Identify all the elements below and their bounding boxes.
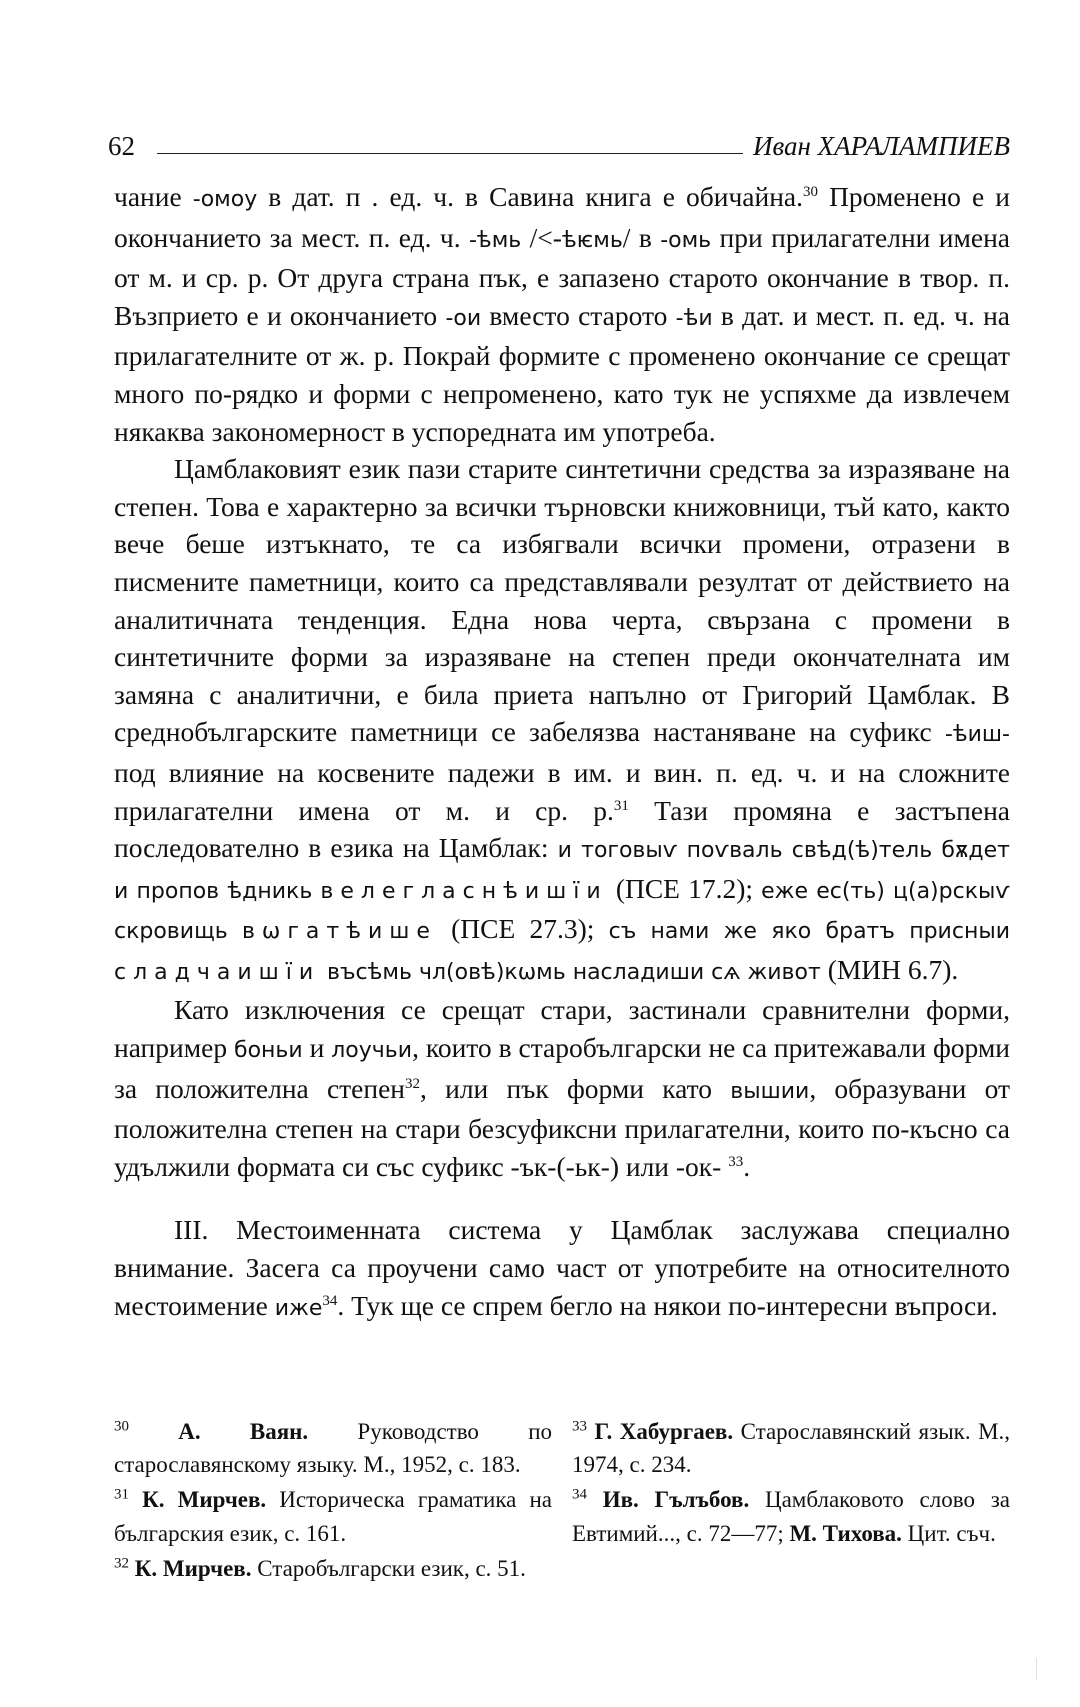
footnote-33 <box>572 1415 1010 1481</box>
suffix-forms: -ък-(-ьк-) или -ок- <box>510 1150 722 1182</box>
text-run: III. Местоименната система у Цамблак заслужава специално внимание. Засега са проучени само част от употребите на относителното местоимение <box>114 1214 1010 1321</box>
paragraph-4 <box>114 1211 1010 1327</box>
text-run: при прилагателни имена от м. и ср. р. От друга страна пък, е запазено старото окончание в твор. п. Възприето е и окончанието <box>114 221 1011 331</box>
spaced-form: сладчаишїи <box>114 959 321 985</box>
text-run: (МИН 6.7). <box>820 953 959 985</box>
text-run: чание <box>114 181 193 212</box>
running-header <box>108 128 1010 162</box>
text-run: / в <box>622 221 661 253</box>
text-run: в дат. п . ед. ч. в Савина книга е обичайна. <box>257 181 803 212</box>
footnote-ref[interactable]: 31 <box>613 797 629 814</box>
text-run: вместо старото <box>481 299 676 331</box>
footnote-30 <box>114 1415 552 1481</box>
old-church-slavonic-form: -ѣмь <box>468 227 522 253</box>
old-church-slavonic-form: -ѣиш- <box>944 722 1010 748</box>
footnotes <box>114 1415 1010 1587</box>
footnote-text: Старославянский язык. М., 1974, с. 234. <box>572 1419 1011 1478</box>
old-church-slavonic-quote: въсѣмь чл(овѣ)кωмь насладиши сѧ живот <box>327 959 821 985</box>
page-number: 62 <box>108 131 135 161</box>
spaced-form: велегласнѣишїи <box>320 878 608 904</box>
footnote-ref[interactable]: 34 <box>322 1292 338 1309</box>
old-church-slavonic-form: ѣѥмь <box>561 227 623 253</box>
footnote-author: Ив. Гълъбов. <box>602 1487 750 1513</box>
footnote-text: Руководство по старославянскому языку. М., 1952, с. 183. <box>114 1419 552 1478</box>
footnote-ref[interactable]: 30 <box>803 183 818 200</box>
footnotes-right-column <box>572 1415 1010 1587</box>
old-church-slavonic-form: -омь <box>660 227 712 253</box>
old-church-slavonic-quote: съ нами же яко братъ присныи <box>608 919 1010 945</box>
footnote-author: А. Ваян. <box>178 1419 309 1444</box>
text-run: (ПСЕ 27.3); <box>436 913 609 945</box>
footnotes-left-column <box>114 1415 552 1587</box>
spaced-form: вωгатѣише <box>241 919 437 945</box>
old-church-slavonic-quote: еже ес(ть) ц(а)рскыѵ скровищь <box>114 878 1010 945</box>
paragraph-3 <box>114 991 1010 1185</box>
footnote-text: Старобългарски език, с. 51. <box>251 1555 526 1581</box>
footnote-32 <box>114 1552 552 1585</box>
text-run: под влияние на косвените падежи в им. и вин. п. ед. ч. и на сложните прилагателни имена от м. и ср. р. <box>114 756 1010 826</box>
old-church-slavonic-form: лоучьи <box>331 1038 413 1064</box>
text-run: . Тук ще се спрем бегло на някои по-интересни въпроси. <box>337 1289 998 1321</box>
scan-edge-mark <box>1036 1658 1043 1680</box>
old-church-slavonic-form: -ѣи <box>675 305 713 331</box>
text-run: Тази промяна е застъпена последователно в езика на Цамблак: <box>114 794 1010 864</box>
footnote-author: М. Тихова. <box>789 1520 902 1546</box>
footnote-34 <box>572 1483 1010 1549</box>
footnote-author: К. Мирчев. <box>134 1555 252 1581</box>
body-text <box>114 178 1010 1327</box>
old-church-slavonic-quote: и тоговыѵ поѵваль свѣд(ѣ)тель бѫдет и пропов ѣдникь <box>114 838 1010 904</box>
footnote-text: Цит. съч. <box>901 1520 996 1546</box>
old-church-slavonic-form: -омоу <box>192 187 258 212</box>
old-church-slavonic-form: иже <box>274 1295 323 1321</box>
footnote-author: К. Мирчев. <box>142 1487 267 1513</box>
paragraph-2 <box>114 450 1010 991</box>
paragraph-1 <box>114 178 1010 450</box>
text-run: Променено е и окончанието за мест. п. ед. ч. <box>114 181 1010 253</box>
text-run: Цамблаковият език пази старите синтетични средства за изразяване на степен. Това е характерно за всички търновски книжовници, тъй като, както вече беше изтъкнато, те са избягвали всички промени, отразени в писмените паметници, които са представлявали резултат от действието на аналитичната тенденция. Една нова черта, свързана с промени в синтетичните форми за изразяване на степен преди окончателната им замяна с аналитични, е била приета напълно от Григорий Цамблак. В среднобългарските паметници се забелязва настаняване на суфикс <box>114 453 1010 748</box>
text-run: , които в старобългарски не са притежавали форми за положителна степен <box>114 1032 1010 1104</box>
footnote-31 <box>114 1483 552 1549</box>
footnote-number: 34 <box>572 1486 587 1503</box>
old-church-slavonic-form: -ои <box>445 305 482 331</box>
footnote-number: 33 <box>572 1418 587 1435</box>
text-run: в дат. и мест. п. ед. ч. на прилагателните от ж. р. Покрай формите с променено окончание се срещат много по-рядко и форми с непроменено, като тук не успяхме да извлечем някаква закономерност в успоредната им употреба. <box>114 299 1010 447</box>
text-run: Като изключения се срещат стари, застинали сравнителни форми, например <box>114 994 1010 1064</box>
footnote-author: Г. Хабургаев. <box>594 1419 734 1444</box>
footnote-ref[interactable]: 32 <box>405 1075 421 1092</box>
footnote-number: 32 <box>114 1555 129 1572</box>
footnote-ref[interactable]: 33 <box>728 1153 744 1170</box>
running-head-author: Иван ХАРАЛАМПИЕВ <box>753 131 1010 161</box>
footnote-text: Историческа граматика на българския език, с. 161. <box>114 1487 553 1546</box>
footnote-number: 30 <box>114 1418 129 1435</box>
text-run: , или пък форми като <box>420 1072 731 1104</box>
old-church-slavonic-form: вышии <box>730 1078 810 1104</box>
footnote-number: 31 <box>114 1486 129 1503</box>
footnote-text: Цамблаковото слово за Евтимий..., с. 72—77; <box>572 1487 1010 1546</box>
text-run: . <box>743 1150 751 1182</box>
text-run: /<- <box>521 221 562 253</box>
text-run: и <box>302 1032 332 1064</box>
text-run: (ПСЕ 17.2); <box>607 872 762 904</box>
header-rule <box>157 153 743 154</box>
text-run: , образувани от положителна степен на стари безсуфиксни прилагателни, които по-късно са удължили формата си със суфикс <box>114 1072 1010 1182</box>
old-church-slavonic-form: боньи <box>234 1038 303 1064</box>
